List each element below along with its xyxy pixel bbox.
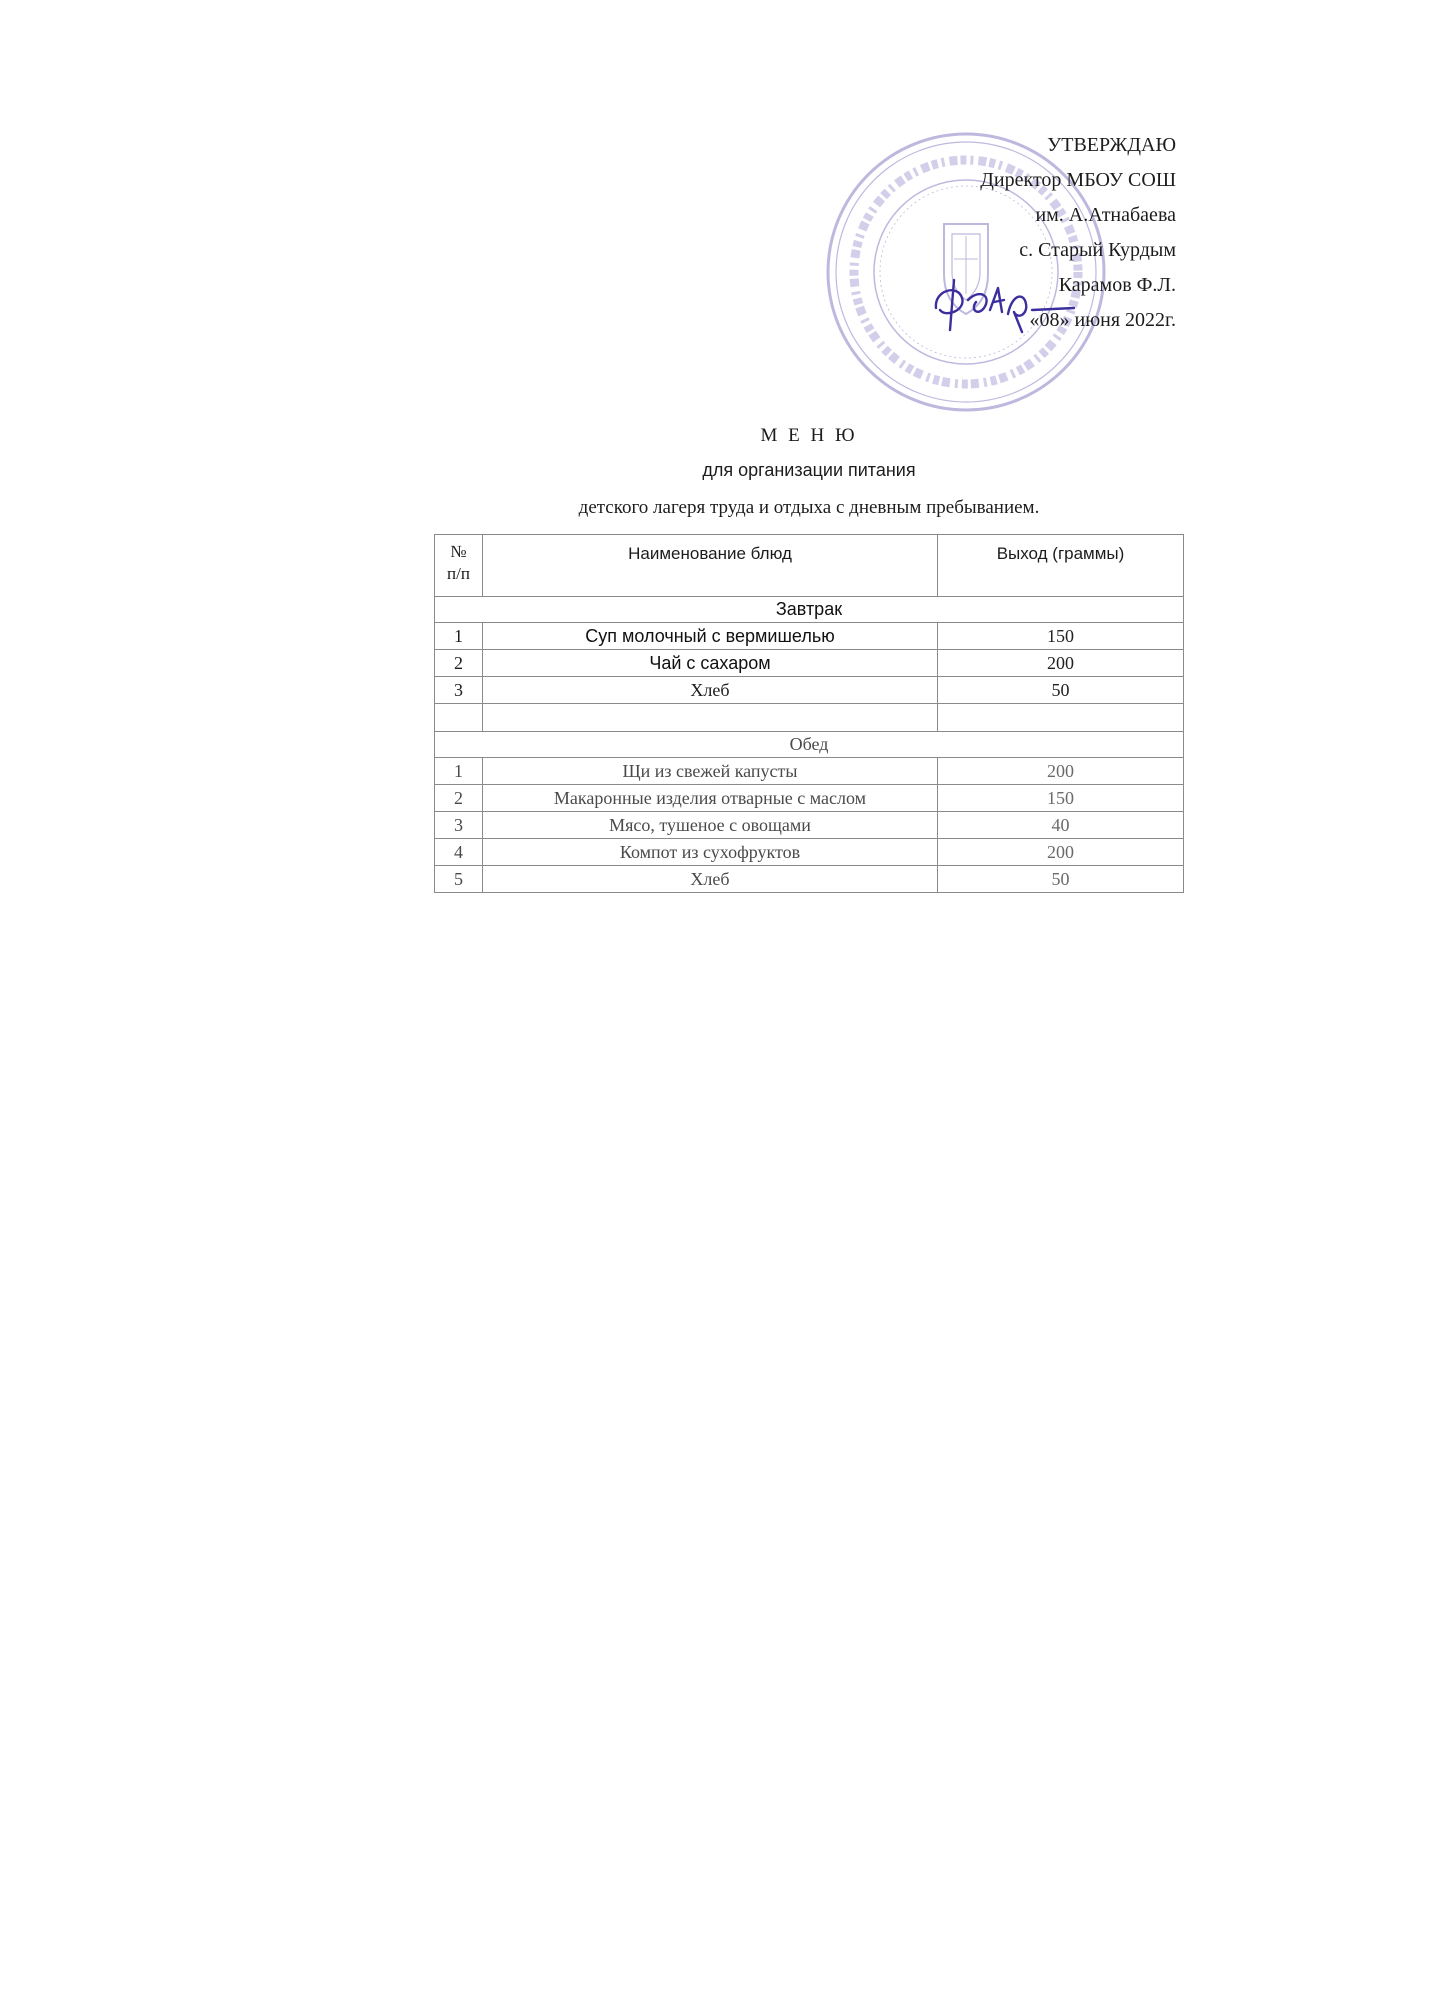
signature-mark (928, 270, 1078, 340)
approval-school-name: им. А.Атнабаева (1035, 204, 1176, 226)
dish-name: Хлеб (483, 866, 938, 893)
table-row (435, 785, 1184, 812)
approval-position: Директор МБОУ СОШ (980, 169, 1176, 191)
dish-output: 150 (938, 623, 1184, 650)
approval-director-name: Карамов Ф.Л. (1058, 274, 1176, 296)
document-title: М Е Н Ю (760, 425, 858, 446)
dish-output: 200 (938, 839, 1184, 866)
header-output: Выход (граммы) (938, 535, 1184, 597)
approval-date: «08» июня 2022г. (1029, 309, 1176, 331)
row-number: 2 (435, 650, 483, 677)
table-row (435, 677, 1184, 704)
header-number (435, 535, 483, 597)
row-number: 1 (435, 758, 483, 785)
table-row (435, 839, 1184, 866)
empty-cell (435, 704, 483, 732)
dish-output: 200 (938, 650, 1184, 677)
header-number-abbrev: п/п (447, 564, 470, 583)
row-number: 1 (435, 623, 483, 650)
table-row (435, 866, 1184, 893)
dish-name: Суп молочный с вермишелью (483, 623, 938, 650)
section-breakfast-label: Завтрак (435, 597, 1184, 623)
document-subtitle-2: детского лагеря труда и отдыха с дневным пребыванием. (578, 497, 1040, 518)
header-dish-name: Наименование блюд (483, 535, 938, 597)
dish-name: Чай с сахаром (483, 650, 938, 677)
empty-cell (938, 704, 1184, 732)
row-number: 4 (435, 839, 483, 866)
approval-heading: УТВЕРЖДАЮ (1047, 134, 1176, 156)
dish-name: Хлеб (483, 677, 938, 704)
dish-output: 200 (938, 758, 1184, 785)
row-number: 2 (435, 785, 483, 812)
approval-village: с. Старый Курдым (1019, 239, 1176, 261)
dish-name: Макаронные изделия отварные с маслом (483, 785, 938, 812)
dish-output: 150 (938, 785, 1184, 812)
table-header-row (435, 535, 1184, 597)
section-lunch-label: Обед (435, 732, 1184, 758)
row-number: 3 (435, 677, 483, 704)
section-breakfast-row (435, 597, 1184, 623)
dish-output: 50 (938, 677, 1184, 704)
document-subtitle: для организации питания (702, 460, 916, 480)
table-row (435, 812, 1184, 839)
row-number: 5 (435, 866, 483, 893)
row-number: 3 (435, 812, 483, 839)
dish-name: Мясо, тушеное с овощами (483, 812, 938, 839)
section-lunch-row (435, 732, 1184, 758)
dish-output: 50 (938, 866, 1184, 893)
empty-row (435, 704, 1184, 732)
table-row (435, 623, 1184, 650)
menu-table (434, 534, 1184, 893)
dish-name: Щи из свежей капусты (483, 758, 938, 785)
dish-name: Компот из сухофруктов (483, 839, 938, 866)
empty-cell (483, 704, 938, 732)
header-number-symbol: № (450, 542, 467, 561)
dish-output: 40 (938, 812, 1184, 839)
table-row (435, 758, 1184, 785)
table-row (435, 650, 1184, 677)
